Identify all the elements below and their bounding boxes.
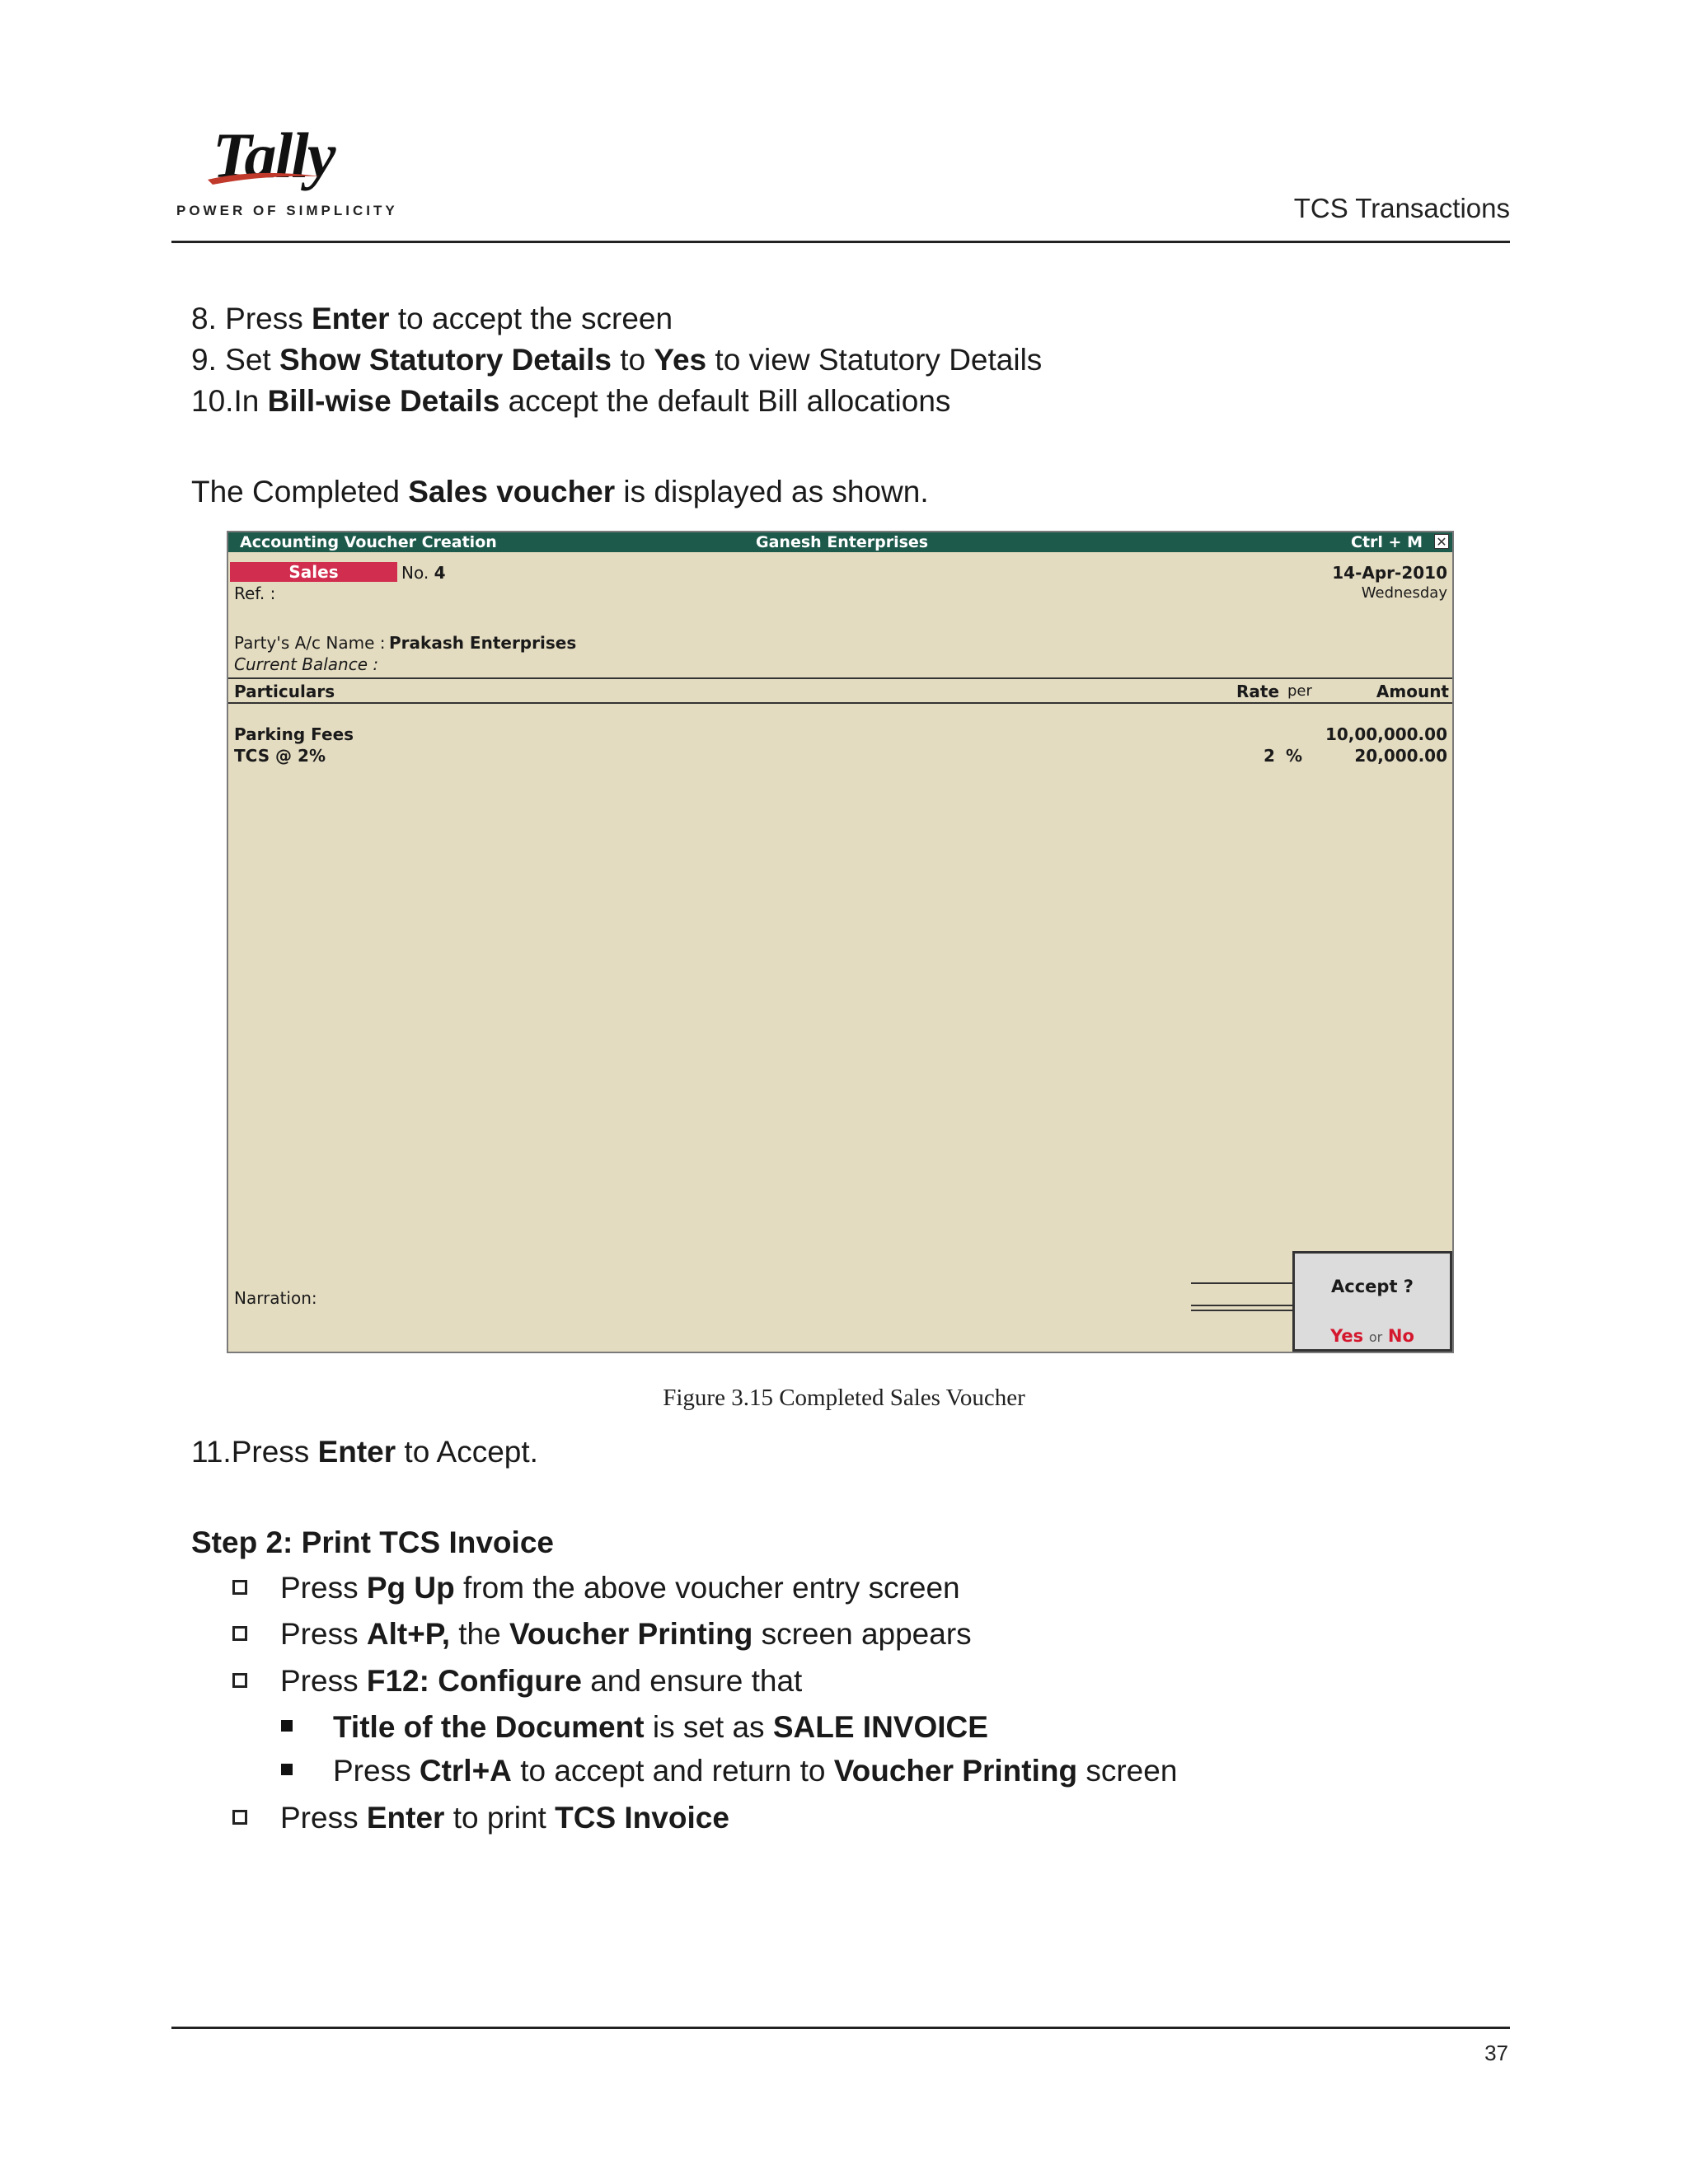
voucher-number: No. 4 bbox=[401, 563, 446, 583]
bullet-icon bbox=[232, 1810, 247, 1825]
sub-bullet-ctrl-a: Press Ctrl+A to accept and return to Voucher Printing screen bbox=[333, 1754, 1178, 1788]
voucher-mode-title: Accounting Voucher Creation bbox=[240, 533, 497, 551]
section-title: TCS Transactions bbox=[1293, 193, 1510, 223]
step-10: 10.In Bill-wise Details accept the default Bill allocations bbox=[191, 384, 951, 418]
ledger-row-rate[interactable]: 2 bbox=[1264, 746, 1275, 766]
accept-question: Accept ? bbox=[1331, 1277, 1414, 1296]
voucher-day: Wednesday bbox=[1361, 584, 1447, 602]
col-rate: Rate bbox=[1236, 682, 1280, 701]
party-label: Party's A/c Name : bbox=[234, 633, 386, 653]
ref-label[interactable]: Ref. : bbox=[234, 583, 276, 603]
voucher-date[interactable]: 14-Apr-2010 bbox=[1332, 563, 1447, 583]
ledger-row-per: % bbox=[1286, 746, 1303, 766]
logo-swoosh-icon bbox=[206, 165, 321, 186]
voucher-screenshot bbox=[227, 531, 1454, 1353]
bullet-pg-up: Press Pg Up from the above voucher entry screen bbox=[280, 1571, 960, 1605]
sub-bullet-icon bbox=[281, 1764, 293, 1775]
total-rule bbox=[1191, 1282, 1296, 1284]
narration-label[interactable]: Narration: bbox=[234, 1288, 317, 1308]
total-rule bbox=[1191, 1310, 1296, 1311]
figure-caption: Figure 3.15 Completed Sales Voucher bbox=[663, 1385, 1025, 1411]
voucher-type-badge[interactable]: Sales bbox=[230, 562, 397, 582]
no-option[interactable]: No bbox=[1387, 1326, 1414, 1346]
col-particulars: Particulars bbox=[234, 682, 335, 701]
total-rule bbox=[1191, 1305, 1296, 1306]
bullet-icon bbox=[232, 1626, 247, 1641]
col-amount: Amount bbox=[1376, 682, 1449, 701]
col-per: per bbox=[1287, 682, 1312, 700]
ledger-row-name[interactable]: TCS @ 2% bbox=[234, 746, 326, 766]
step-9: 9. Set Show Statutory Details to Yes to view Statutory Details bbox=[191, 343, 1043, 377]
step-2-heading: Step 2: Print TCS Invoice bbox=[191, 1526, 554, 1559]
header-rule bbox=[171, 241, 1510, 243]
columns-bottom-rule bbox=[228, 702, 1452, 704]
ledger-row-amount[interactable]: 20,000.00 bbox=[1354, 746, 1447, 766]
page-number: 37 bbox=[1484, 2041, 1508, 2065]
bullet-icon bbox=[232, 1673, 247, 1688]
yes-option[interactable]: Yes bbox=[1330, 1326, 1364, 1346]
bullet-alt-p: Press Alt+P, the Voucher Printing screen appears bbox=[280, 1617, 972, 1651]
ledger-row-name[interactable]: Parking Fees bbox=[234, 724, 354, 744]
party-name[interactable]: Prakash Enterprises bbox=[389, 633, 577, 653]
or-text: or bbox=[1368, 1329, 1383, 1345]
footer-rule bbox=[171, 2027, 1510, 2029]
bullet-icon bbox=[232, 1580, 247, 1595]
step-11: 11.Press Enter to Accept. bbox=[191, 1435, 538, 1469]
ctrl-m-shortcut[interactable]: Ctrl + M bbox=[1351, 533, 1423, 551]
accept-options bbox=[1295, 1326, 1450, 1346]
columns-top-rule bbox=[228, 677, 1452, 679]
intro-text: The Completed Sales voucher is displayed as shown. bbox=[191, 475, 929, 509]
sub-bullet-title: Title of the Document is set as SALE INVOICE bbox=[333, 1710, 988, 1744]
accept-dialog bbox=[1292, 1251, 1452, 1352]
bullet-enter-print: Press Enter to print TCS Invoice bbox=[280, 1801, 729, 1835]
company-name: Ganesh Enterprises bbox=[756, 533, 929, 551]
sub-bullet-icon bbox=[281, 1720, 293, 1732]
logo-tagline: POWER OF SIMPLICITY bbox=[176, 203, 398, 218]
voucher-titlebar bbox=[228, 532, 1452, 552]
step-8: 8. Press Enter to accept the screen bbox=[191, 302, 673, 335]
tally-logo: Tally bbox=[213, 120, 335, 191]
current-balance-label: Current Balance : bbox=[234, 654, 379, 674]
close-icon[interactable]: ✕ bbox=[1434, 534, 1449, 549]
bullet-f12: Press F12: Configure and ensure that bbox=[280, 1664, 803, 1698]
ledger-row-amount[interactable]: 10,00,000.00 bbox=[1325, 724, 1447, 744]
